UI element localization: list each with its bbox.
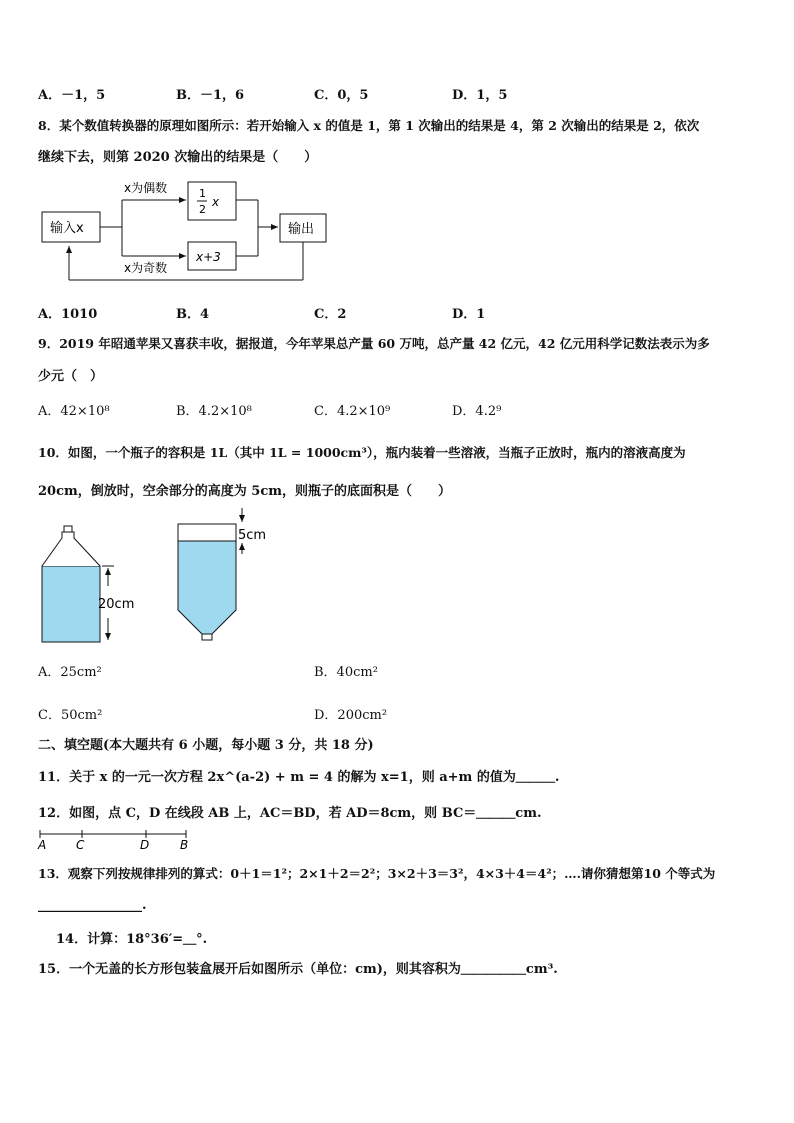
point-c: C xyxy=(76,838,85,852)
q15-stem: 15．一个无盖的长方形包装盒展开后如图所示（单位：cm)，则其容积为＿＿＿＿＿cm³. xyxy=(38,962,558,977)
q9-stem-line1: 9．2019 年昭通苹果又喜获丰收，据报道，今年苹果总产量 60 万吨，总产量 42 亿元，42 亿元用科学记数法表示为多 xyxy=(38,336,710,351)
q13-stem-line1: 13．观察下列按规律排列的算式：0＋1＝1²；2×1＋2＝2²；3×2＋3＝3²，4×3＋4＝4²；….请你猜想第10 个等式为 xyxy=(38,866,716,881)
q8-option-b: B．4 xyxy=(176,307,210,322)
q9-stem-line2: 少元（ ） xyxy=(38,369,104,384)
q10-stem-line2: 20cm，倒放时，空余部分的高度为 5cm，则瓶子的底面积是（ ） xyxy=(38,484,452,499)
label-5cm: 5cm xyxy=(238,528,267,543)
q7-option-d: D．1，5 xyxy=(452,88,508,103)
even-label: x为偶数 xyxy=(124,181,168,195)
q10-option-c: C．50cm² xyxy=(38,708,103,723)
q14-stem: 14．计算：18°36′=＿°. xyxy=(56,932,208,947)
q10-stem-line1: 10．如图，一个瓶子的容积是 1L（其中 1L = 1000cm³），瓶内装着一些溶液，当瓶子正放时，瓶内的溶液高度为 xyxy=(38,445,686,460)
q7-option-a: A．－1，5 xyxy=(38,88,106,103)
q10-option-b: B．40cm² xyxy=(314,665,378,680)
svg-text:1: 1 xyxy=(199,187,206,200)
q10-bottle-figure xyxy=(38,508,278,648)
q10-option-a: A．25cm² xyxy=(38,665,102,680)
svg-text:x+3: x+3 xyxy=(196,250,221,264)
point-a: A xyxy=(38,838,47,852)
inverted-liquid xyxy=(178,541,236,634)
q8-option-d: D．1 xyxy=(452,307,486,322)
q8-flow-diagram xyxy=(38,176,338,288)
q7-option-c: C．0，5 xyxy=(314,88,369,103)
q12-stem: 12．如图，点 C，D 在线段 AB 上，AC＝BD，若 AD＝8cm，则 BC＝＿＿＿cm. xyxy=(38,806,542,821)
q10-option-d: D．200cm² xyxy=(314,708,388,723)
q8-stem-line1: 8．某个数值转换器的原理如图所示：若开始输入 x 的值是 1，第 1 次输出的结果是 4，第 2 次输出的结果是 2，依次 xyxy=(38,118,700,133)
q7-option-b: B．－1，6 xyxy=(176,88,245,103)
svg-text:x: x xyxy=(212,195,220,209)
q8-stem-line2: 继续下去，则第 2020 次输出的结果是（ ） xyxy=(38,150,318,165)
q9-option-c: C．4.2×10⁹ xyxy=(314,404,391,419)
q8-option-c: C．2 xyxy=(314,307,347,322)
q9-option-a: A．42×10⁸ xyxy=(38,404,110,419)
input-label: 输入x xyxy=(50,221,84,236)
section-2-heading: 二、填空题(本大题共有 6 小题，每小题 3 分，共 18 分) xyxy=(38,738,374,753)
point-b: B xyxy=(180,838,189,852)
svg-text:2: 2 xyxy=(199,203,206,216)
odd-label: x为奇数 xyxy=(124,261,168,275)
label-20cm: 20cm xyxy=(98,597,135,612)
q9-option-d: D．4.2⁹ xyxy=(452,404,502,419)
q13-stem-line2: ________________. xyxy=(38,898,147,913)
upright-liquid xyxy=(42,566,100,642)
q11-stem: 11．关于 x 的一元一次方程 2x^(a-2) + m = 4 的解为 x=1，则 a+m 的值为＿＿＿. xyxy=(38,770,560,785)
q8-option-a: A．1010 xyxy=(38,307,98,322)
point-d: D xyxy=(140,838,150,852)
q9-option-b: B．4.2×10⁸ xyxy=(176,404,252,419)
output-label: 输出 xyxy=(288,222,315,237)
q12-segment-figure xyxy=(36,828,196,852)
